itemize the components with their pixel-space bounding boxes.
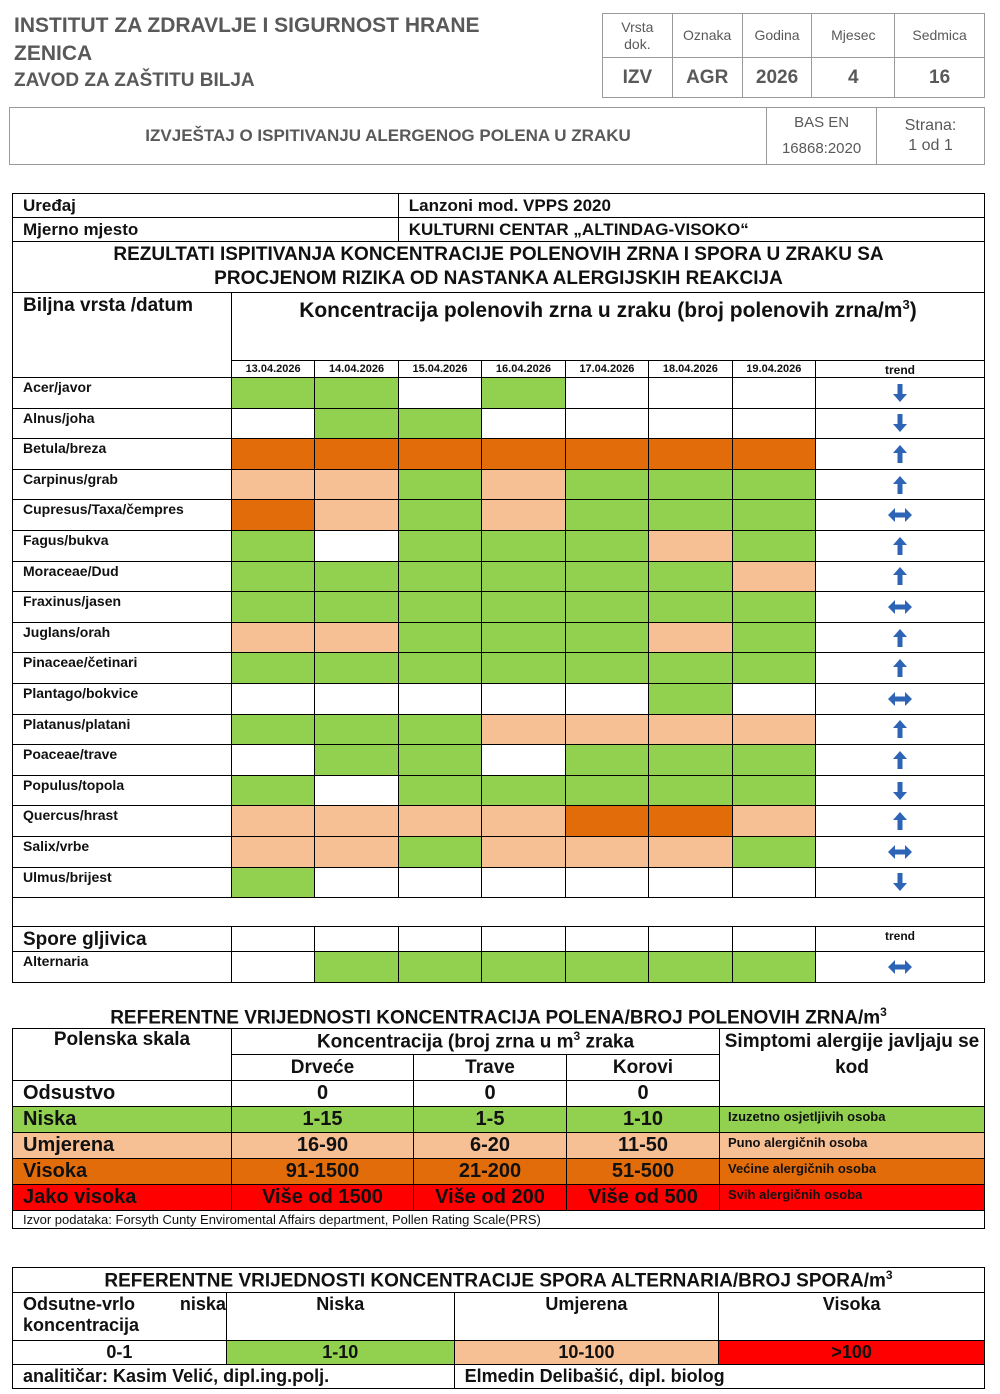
level-cell <box>315 530 398 561</box>
species-row <box>13 500 985 531</box>
level-cell <box>565 836 648 867</box>
level-cell <box>649 592 732 623</box>
level-cell <box>732 622 815 653</box>
spore-col-moderate: Umjerena <box>454 1293 719 1341</box>
device-value: Lanzoni mod. VPPS 2020 <box>398 194 984 218</box>
level-cell <box>732 530 815 561</box>
col-grass: Trave <box>414 1055 567 1081</box>
species-row <box>13 439 985 470</box>
ref-grass: 0 <box>414 1081 567 1107</box>
ref-label-odsustvo: Odsustvo <box>13 1081 232 1107</box>
mjesec-label: Mjesec <box>812 14 895 58</box>
level-cell <box>398 745 481 776</box>
level-cell <box>315 592 398 623</box>
level-cell <box>649 408 732 439</box>
level-cell <box>732 775 815 806</box>
ref-grass: 21-200 <box>414 1159 567 1185</box>
level-cell <box>315 561 398 592</box>
report-standard: BAS EN 16868:2020 <box>767 108 877 165</box>
reference-title: REFERENTNE VRIJEDNOSTI KONCENTRACIJA POLENA/BROJ POLENOVIH ZRNA/$m^3$ <box>110 1005 887 1029</box>
level-cell <box>398 952 481 983</box>
species-header: Biljna vrsta /datum <box>13 293 232 378</box>
species-name-poaceae: Poaceae/trave <box>13 745 232 776</box>
trend-up-icon <box>816 530 985 561</box>
level-cell <box>231 952 314 983</box>
trend-up-icon <box>816 745 985 776</box>
trend-down-icon <box>816 378 985 409</box>
institute-header <box>14 12 594 94</box>
ref-trees: 1-15 <box>232 1107 414 1133</box>
level-cell <box>649 653 732 684</box>
level-cell <box>565 745 648 776</box>
trend-up-icon <box>816 469 985 500</box>
species-row <box>13 408 985 439</box>
level-cell <box>231 745 314 776</box>
species-name-platanus: Platanus/platani <box>13 714 232 745</box>
level-cell <box>565 867 648 898</box>
ref-trees: Više od 1500 <box>232 1185 414 1211</box>
spore-trend-header: trend <box>816 927 985 952</box>
empty-cell <box>315 927 398 952</box>
level-cell <box>565 622 648 653</box>
species-name-quercus: Quercus/hrast <box>13 806 232 837</box>
level-cell <box>732 469 815 500</box>
level-cell <box>565 530 648 561</box>
level-cell <box>732 952 815 983</box>
species-row <box>13 683 985 714</box>
date-header: 13.04.2026 <box>231 361 314 378</box>
species-name-acer: Acer/javor <box>13 378 232 409</box>
level-cell <box>398 867 481 898</box>
date-header: 17.04.2026 <box>565 361 648 378</box>
report-title: IZVJEŠTAJ O ISPITIVANJU ALERGENOG POLENA U ZRAKU <box>10 108 767 165</box>
level-cell <box>482 500 565 531</box>
species-name-carpinus: Carpinus/grab <box>13 469 232 500</box>
ref-trees: 91-1500 <box>232 1159 414 1185</box>
level-cell <box>565 775 648 806</box>
analyst-2: Elmedin Delibašić, dipl. biolog <box>454 1365 984 1389</box>
level-cell <box>482 378 565 409</box>
species-name-juglans: Juglans/orah <box>13 622 232 653</box>
institute-name: INSTITUT ZA ZDRAVLJE I SIGURNOST HRANE <box>14 14 480 37</box>
ref-symptom: Većine alergičnih osoba <box>720 1159 985 1185</box>
trend-both-icon <box>816 952 985 983</box>
level-cell <box>231 806 314 837</box>
level-cell <box>482 408 565 439</box>
spore-reference-title: REFERENTNE VRIJEDNOSTI KONCENTRACIJE SPORA ALTERNARIA/BROJ SPORA/$m^3$ <box>13 1268 985 1293</box>
level-cell <box>398 592 481 623</box>
concentration-ref-header: Koncentracija (broj zrna u $m^3$ zraka <box>232 1029 720 1055</box>
trend-up-icon <box>816 806 985 837</box>
species-row <box>13 775 985 806</box>
col-weeds: Korovi <box>567 1055 720 1081</box>
ref-label-umjerena: Umjerena <box>13 1133 232 1159</box>
level-cell <box>649 439 732 470</box>
level-cell <box>565 469 648 500</box>
ref-label-visoka: Visoka <box>13 1159 232 1185</box>
empty-cell <box>565 927 648 952</box>
level-cell <box>649 500 732 531</box>
report-page: Strana: 1 od 1 <box>877 108 985 165</box>
level-cell <box>398 775 481 806</box>
location-value: KULTURNI CENTAR „ALTINDAG-VISOKO“ <box>398 218 984 242</box>
level-cell <box>732 561 815 592</box>
level-cell <box>315 836 398 867</box>
level-cell <box>231 408 314 439</box>
level-cell <box>231 775 314 806</box>
ref-grass: Više od 200 <box>414 1185 567 1211</box>
spore-header-row <box>13 927 985 952</box>
species-row <box>13 836 985 867</box>
ref-weeds: 11-50 <box>567 1133 720 1159</box>
level-cell <box>315 439 398 470</box>
species-row <box>13 745 985 776</box>
level-cell <box>315 775 398 806</box>
spacer-cell <box>13 898 985 927</box>
level-cell <box>315 714 398 745</box>
spore-val-moderate: 10-100 <box>454 1341 719 1365</box>
species-row <box>13 653 985 684</box>
level-cell <box>482 530 565 561</box>
level-cell <box>732 378 815 409</box>
ref-symptom: Svih alergičnih osoba <box>720 1185 985 1211</box>
ref-label-niska: Niska <box>13 1107 232 1133</box>
species-row <box>13 530 985 561</box>
sedmica-value: 16 <box>895 58 985 98</box>
trend-down-icon <box>816 775 985 806</box>
level-cell <box>315 867 398 898</box>
trend-down-icon <box>816 867 985 898</box>
godina-value: 2026 <box>742 58 812 98</box>
level-cell <box>649 378 732 409</box>
trend-both-icon <box>816 683 985 714</box>
mjesec-value: 4 <box>812 58 895 98</box>
level-cell <box>732 836 815 867</box>
level-cell <box>398 836 481 867</box>
ref-symptom: Izuzetno osjetljivih osoba <box>720 1107 985 1133</box>
scale-header: Polenska skala <box>13 1029 232 1081</box>
level-cell <box>482 561 565 592</box>
species-row <box>13 592 985 623</box>
species-row <box>13 952 985 983</box>
level-cell <box>398 408 481 439</box>
spore-val-high: >100 <box>719 1341 985 1365</box>
level-cell <box>732 683 815 714</box>
species-name-ulmus: Ulmus/brijest <box>13 867 232 898</box>
trend-up-icon <box>816 714 985 745</box>
level-cell <box>482 867 565 898</box>
level-cell <box>482 775 565 806</box>
department-name: ZAVOD ZA ZAŠTITU BILJA <box>14 70 255 91</box>
level-cell <box>732 745 815 776</box>
level-cell <box>398 500 481 531</box>
species-row <box>13 469 985 500</box>
spore-reference-table <box>12 1267 985 1389</box>
level-cell <box>398 561 481 592</box>
level-cell <box>649 469 732 500</box>
level-cell <box>565 714 648 745</box>
level-cell <box>565 683 648 714</box>
species-row <box>13 714 985 745</box>
level-cell <box>315 500 398 531</box>
ref-label-jako-visoka: Jako visoka <box>13 1185 232 1211</box>
location-label: Mjerno mjesto <box>13 218 399 242</box>
level-cell <box>315 952 398 983</box>
sedmica-label: Sedmica <box>895 14 985 58</box>
trend-up-icon <box>816 653 985 684</box>
level-cell <box>315 622 398 653</box>
level-cell <box>315 408 398 439</box>
level-cell <box>315 806 398 837</box>
level-cell <box>649 745 732 776</box>
species-name-salix: Salix/vrbe <box>13 836 232 867</box>
spacer-row <box>13 898 985 927</box>
trend-header: trend <box>816 361 985 378</box>
level-cell <box>231 439 314 470</box>
spore-header: Spore gljivica <box>13 927 232 952</box>
spore-val-low: 1-10 <box>226 1341 454 1365</box>
trend-both-icon <box>816 592 985 623</box>
level-cell <box>231 500 314 531</box>
level-cell <box>482 653 565 684</box>
ref-trees: 0 <box>232 1081 414 1107</box>
level-cell <box>231 592 314 623</box>
species-name-cupresus: Cupresus/Taxa/čempres <box>13 500 232 531</box>
spore-col-absent: Odsutne-vrlo niska koncentracija <box>13 1293 227 1341</box>
trend-up-icon <box>816 439 985 470</box>
level-cell <box>231 714 314 745</box>
trend-up-icon <box>816 561 985 592</box>
level-cell <box>649 530 732 561</box>
level-cell <box>565 408 648 439</box>
results-title: REZULTATI ISPITIVANJA KONCENTRACIJE POLENOVIH ZRNA I SPORA U ZRAKU SA PROCJENOM RIZIKA OD NASTANKA ALERGIJSKIH REAKCIJA <box>13 242 985 293</box>
level-cell <box>649 622 732 653</box>
species-name-populus: Populus/topola <box>13 775 232 806</box>
level-cell <box>649 806 732 837</box>
oznaka-label: Oznaka <box>672 14 742 58</box>
level-cell <box>231 378 314 409</box>
level-cell <box>565 561 648 592</box>
species-name-fraxinus: Fraxinus/jasen <box>13 592 232 623</box>
level-cell <box>565 378 648 409</box>
level-cell <box>482 836 565 867</box>
level-cell <box>649 561 732 592</box>
trend-up-icon <box>816 622 985 653</box>
level-cell <box>732 500 815 531</box>
ref-grass: 1-5 <box>414 1107 567 1133</box>
data-source: Izvor podataka: Forsyth Cunty Enviromental Affairs department, Pollen Rating Scale(PRS) <box>13 1211 985 1229</box>
level-cell <box>315 745 398 776</box>
empty-cell <box>231 927 314 952</box>
device-label: Uređaj <box>13 194 399 218</box>
species-row <box>13 622 985 653</box>
empty-cell <box>482 927 565 952</box>
institute-city: ZENICA <box>14 42 93 65</box>
species-name-alternaria: Alternaria <box>13 952 232 983</box>
date-header: 15.04.2026 <box>398 361 481 378</box>
ref-symptom: Puno alergičnih osoba <box>720 1133 985 1159</box>
level-cell <box>732 653 815 684</box>
vrsta-value: IZV <box>603 58 673 98</box>
col-trees: Drveće <box>232 1055 414 1081</box>
level-cell <box>649 683 732 714</box>
date-header: 14.04.2026 <box>315 361 398 378</box>
level-cell <box>398 806 481 837</box>
level-cell <box>398 469 481 500</box>
level-cell <box>231 469 314 500</box>
report-header-table <box>9 107 985 165</box>
spore-col-low: Niska <box>226 1293 454 1341</box>
level-cell <box>315 378 398 409</box>
level-cell <box>231 836 314 867</box>
concentration-header: Koncentracija polenovih zrna u zraku (broj polenovih zrna/$m^3$) <box>231 293 984 361</box>
ref-weeds: 51-500 <box>567 1159 720 1185</box>
level-cell <box>398 530 481 561</box>
level-cell <box>398 714 481 745</box>
empty-cell <box>732 927 815 952</box>
level-cell <box>649 775 732 806</box>
species-name-alnus: Alnus/joha <box>13 408 232 439</box>
vrsta-label: Vrsta dok. <box>603 14 673 58</box>
level-cell <box>565 653 648 684</box>
level-cell <box>649 836 732 867</box>
level-cell <box>231 622 314 653</box>
level-cell <box>231 653 314 684</box>
date-header: 18.04.2026 <box>649 361 732 378</box>
date-header: 19.04.2026 <box>732 361 815 378</box>
level-cell <box>649 714 732 745</box>
pollen-results-table <box>12 193 985 983</box>
level-cell <box>315 653 398 684</box>
level-cell <box>231 867 314 898</box>
ref-grass: 6-20 <box>414 1133 567 1159</box>
level-cell <box>482 745 565 776</box>
reference-pollen-table <box>12 1028 985 1229</box>
level-cell <box>315 469 398 500</box>
date-header: 16.04.2026 <box>482 361 565 378</box>
ref-trees: 16-90 <box>232 1133 414 1159</box>
level-cell <box>649 867 732 898</box>
species-row <box>13 867 985 898</box>
spore-val-absent: 0-1 <box>13 1341 227 1365</box>
oznaka-value: AGR <box>672 58 742 98</box>
empty-cell <box>649 927 732 952</box>
level-cell <box>231 530 314 561</box>
species-row <box>13 561 985 592</box>
species-name-pinaceae: Pinaceae/četinari <box>13 653 232 684</box>
level-cell <box>732 439 815 470</box>
ref-weeds: 0 <box>567 1081 720 1107</box>
analyst-1: analitičar: Kasim Velić, dipl.ing.polj. <box>13 1365 455 1389</box>
ref-weeds: 1-10 <box>567 1107 720 1133</box>
level-cell <box>732 867 815 898</box>
level-cell <box>482 439 565 470</box>
level-cell <box>565 439 648 470</box>
level-cell <box>482 952 565 983</box>
level-cell <box>565 952 648 983</box>
species-row <box>13 378 985 409</box>
level-cell <box>732 592 815 623</box>
level-cell <box>565 592 648 623</box>
level-cell <box>231 561 314 592</box>
trend-both-icon <box>816 500 985 531</box>
level-cell <box>482 469 565 500</box>
species-row <box>13 806 985 837</box>
symptom-header: Simptomi alergije javljaju se kod <box>720 1029 985 1107</box>
level-cell <box>732 408 815 439</box>
level-cell <box>398 622 481 653</box>
document-meta-table <box>602 13 985 98</box>
species-name-betula: Betula/breza <box>13 439 232 470</box>
level-cell <box>482 714 565 745</box>
level-cell <box>482 592 565 623</box>
level-cell <box>565 806 648 837</box>
level-cell <box>565 500 648 531</box>
empty-cell <box>398 927 481 952</box>
godina-label: Godina <box>742 14 812 58</box>
level-cell <box>482 683 565 714</box>
level-cell <box>315 683 398 714</box>
trend-down-icon <box>816 408 985 439</box>
level-cell <box>398 439 481 470</box>
level-cell <box>398 683 481 714</box>
level-cell <box>398 378 481 409</box>
spore-col-high: Visoka <box>719 1293 985 1341</box>
trend-both-icon <box>816 836 985 867</box>
level-cell <box>649 952 732 983</box>
level-cell <box>482 622 565 653</box>
species-name-plantago: Plantago/bokvice <box>13 683 232 714</box>
level-cell <box>398 653 481 684</box>
level-cell <box>732 806 815 837</box>
level-cell <box>482 806 565 837</box>
species-name-fagus: Fagus/bukva <box>13 530 232 561</box>
species-name-moraceae: Moraceae/Dud <box>13 561 232 592</box>
ref-weeds: Više od 500 <box>567 1185 720 1211</box>
level-cell <box>231 683 314 714</box>
level-cell <box>732 714 815 745</box>
